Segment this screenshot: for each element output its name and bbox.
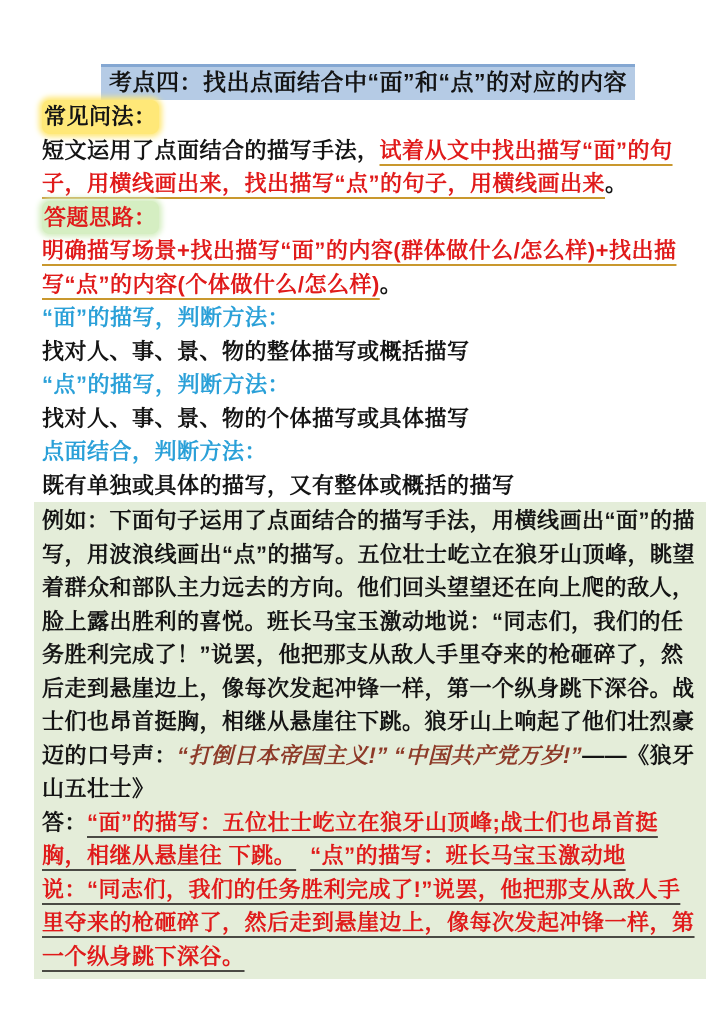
common-question-label: 常见问法： (42, 100, 159, 134)
example-intro: 例如：下面句子运用了点面结合的描写手法，用横线画出“面”的描写，用波浪线画出“点”的描写。五位壮士屹立在狼牙山顶峰，眺望着群众和部队主力远去的方向。他们回头望望还在向上爬的敌人，脸上露出胜利的喜悦。班长马宝玉激动地说：“同志们，我们的任务胜利完成了！”说罢，他把那支从敌人手里夺来的枪砸碎了，然后走到悬崖边上，像每次发起冲锋一样，第一个纵身跳下深谷。战士们也昂首挺胸，相继从悬崖往下跳。狼牙山上响起了他们壮烈豪迈的口号声： (42, 508, 696, 768)
title-row (42, 64, 694, 100)
answer-idea-content: 明确描写场景+找出描写“面”的内容(群体做什么/怎么样)+找出描写“点”的内容(个体做什么/怎么样) (42, 238, 677, 297)
section-answer-idea (42, 201, 694, 302)
example-paragraph (42, 504, 696, 806)
common-question-tail: 。 (605, 171, 628, 196)
example-source: ——《狼牙山五壮士》 (42, 742, 695, 801)
answer-face-text: “面”的描写：五位壮士屹立在狼牙山顶峰;战士们也昂首挺胸，相继从悬崖往 下跳。 (42, 809, 658, 868)
answer-point-text: “点”的描写：班长马宝玉激动地说：“同志们，我们的任务胜利完成了!”说罢，他把那支从敌人手里夺来的枪砸碎了，然后走到悬崖边上，像每次发起冲锋一样，第一个纵身跳下深谷。 (42, 843, 695, 969)
answer-idea-tail: 。 (379, 271, 403, 297)
answer-idea-text (42, 234, 694, 301)
answer-idea-label: 答题思路： (42, 201, 159, 235)
method-combined-heading: 点面结合，判断方法： (42, 439, 268, 464)
method-combined-body: 既有单独或具体的描写，又有整体或概括的描写 (42, 472, 515, 498)
method-point-heading: “点”的描写，判断方法： (42, 372, 291, 397)
method-point-body: 找对人、事、景、物的个体描写或具体描写 (42, 405, 470, 431)
common-question-text (42, 134, 694, 201)
section-common-question (42, 100, 694, 201)
example-slogan-1: “打倒日本帝国主义!” (177, 742, 388, 768)
answer-label: 答： (42, 809, 88, 835)
example-answer-paragraph (42, 806, 696, 974)
method-face-heading: “面”的描写，判断方法： (42, 305, 291, 330)
section-methods (42, 301, 694, 502)
answer-idea-label-row (42, 201, 694, 235)
example-slogan-2: “中国共产党万岁!” (393, 742, 583, 768)
page-title: 考点四：找出点面结合中“面”和“点”的对应的内容 (101, 64, 635, 100)
common-question-highlight: 试着从文中找出描写“面”的句子，用横线画出来，找出描写“点”的句子，用横线画出来 (42, 137, 673, 196)
example-block (34, 502, 706, 979)
common-question-lead: 短文运用了点面结合的描写手法， (42, 137, 380, 163)
method-face-body: 找对人、事、景、物的整体描写或概括描写 (42, 338, 470, 364)
common-question-label-row (42, 100, 694, 134)
